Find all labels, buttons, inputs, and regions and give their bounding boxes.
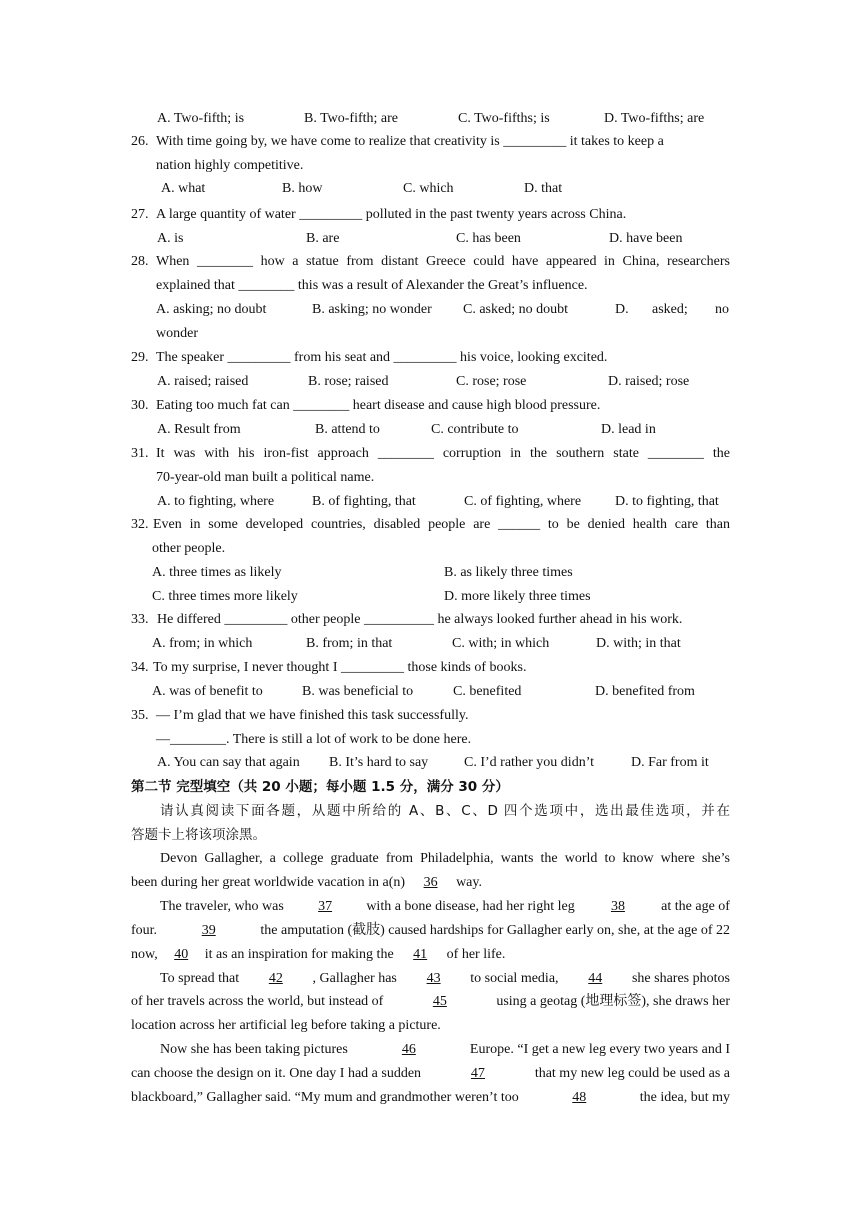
section-instruction-line1: 请认真阅读下面各题，从题中所给的 A、B、C、D 四个选项中，选出最佳选项，并在	[160, 803, 730, 819]
q30-option-a: A. Result from	[157, 422, 241, 437]
passage-p1-line2	[131, 874, 482, 892]
passage-p3-line1	[160, 970, 730, 988]
q28-option-d-wrap: wonder	[156, 326, 198, 341]
q33-option-c: C. with; in which	[452, 636, 550, 651]
q29-option-c: C. rose; rose	[456, 374, 527, 389]
q26-option-d: D. that	[524, 181, 563, 196]
q27-option-d: D. have been	[609, 231, 683, 246]
section-title: 第二节 完型填空（共 20 小题；每小题 1.5 分，满分 30 分）	[131, 779, 509, 795]
passage-text: the idea, but my	[639, 1090, 730, 1105]
passage-text: , Gallagher has	[312, 971, 397, 986]
passage-text: Europe. “I get a new leg every two years and I	[469, 1042, 730, 1057]
q32-option-a: A. three times as likely	[152, 565, 282, 580]
q32-option-b: B. as likely three times	[444, 565, 573, 580]
q28-number: 28.	[131, 254, 149, 269]
q30-number: 30.	[131, 398, 149, 413]
passage-p4-line2	[131, 1065, 730, 1083]
passage-text: with a bone disease, had her right leg	[366, 899, 575, 914]
q33-option-d: D. with; in that	[596, 636, 681, 651]
q29-option-b: B. rose; raised	[308, 374, 389, 389]
blank-42: 42	[268, 971, 283, 986]
passage-text: that my new leg could be used as a	[534, 1066, 730, 1081]
passage-p2-line2	[131, 922, 730, 940]
q32-stem-line1: Even in some developed countries, disabled people are ______ to be denied health care than	[153, 517, 730, 532]
passage-text: at the age of	[661, 899, 730, 914]
q30-option-c: C. contribute to	[431, 422, 519, 437]
q34-stem: To my surprise, I never thought I _________ those kinds of books.	[153, 660, 527, 675]
q26-number: 26.	[131, 134, 149, 149]
passage-text: been during her great worldwide vacation in a(n)	[131, 875, 409, 890]
passage-text: way.	[456, 875, 482, 890]
q30-option-b: B. attend to	[315, 422, 380, 437]
passage-text: To spread that	[160, 971, 240, 986]
q34-option-c: C. benefited	[453, 684, 522, 699]
q26-stem-line2: nation highly competitive.	[156, 158, 304, 173]
q31-option-a: A. to fighting, where	[157, 494, 275, 509]
q26-option-a: A. what	[161, 181, 206, 196]
q35-dialog-line1: — I’m glad that we have finished this task successfully.	[156, 708, 469, 723]
passage-text: can choose the design on it. One day I had a sudden	[131, 1066, 422, 1081]
blank-44: 44	[588, 971, 603, 986]
blank-45: 45	[432, 994, 447, 1009]
blank-41: 41	[413, 947, 428, 962]
q33-option-b: B. from; in that	[306, 636, 393, 651]
q35-dialog-line2: —________. There is still a lot of work to be done here.	[156, 732, 472, 747]
q27-option-a: A. is	[157, 231, 184, 246]
q25-option-d: D. Two-fifths; are	[604, 111, 705, 126]
blank-36: 36	[423, 875, 438, 890]
q25-option-a: A. Two-fifth; is	[157, 111, 245, 126]
q28-option-c: C. asked; no doubt	[463, 302, 568, 317]
q27-number: 27.	[131, 207, 149, 222]
q32-number: 32.	[131, 517, 149, 532]
q25-option-b: B. Two-fifth; are	[304, 111, 399, 126]
q34-number: 34.	[131, 660, 149, 675]
q34-option-a: A. was of benefit to	[152, 684, 263, 699]
section-instruction-line2: 答题卡上将该项涂黑。	[131, 827, 266, 843]
passage-p2-line1	[160, 898, 730, 916]
q32-option-d: D. more likely three times	[444, 589, 591, 604]
q35-option-a: A. You can say that again	[157, 755, 300, 770]
passage-text: using a geotag (地理标签), she draws her	[496, 994, 730, 1009]
passage-text: she shares photos	[631, 971, 730, 986]
q27-option-b: B. are	[306, 231, 340, 246]
q26-stem-line1: With time going by, we have come to realize that creativity is _________ it takes to keep a	[156, 134, 664, 149]
blank-43: 43	[426, 971, 441, 986]
passage-p3-line2	[131, 993, 730, 1011]
q29-stem: The speaker _________ from his seat and _________ his voice, looking excited.	[156, 350, 608, 365]
q31-option-c: C. of fighting, where	[464, 494, 582, 509]
blank-40: 40	[174, 947, 189, 962]
q29-option-d: D. raised; rose	[608, 374, 690, 389]
q28-option-b: B. asking; no wonder	[312, 302, 432, 317]
blank-37: 37	[318, 899, 333, 914]
q28-option-a: A. asking; no doubt	[156, 302, 267, 317]
q33-number: 33.	[131, 612, 149, 627]
q28-stem-line2: explained that ________ this was a result of Alexander the Great’s influence.	[156, 278, 588, 293]
blank-48: 48	[572, 1090, 587, 1105]
blank-46: 46	[401, 1042, 416, 1057]
q29-option-a: A. raised; raised	[157, 374, 249, 389]
passage-text: blackboard,” Gallagher said. “My mum and grandmother weren’t too	[131, 1090, 519, 1105]
q29-number: 29.	[131, 350, 149, 365]
q30-stem: Eating too much fat can ________ heart disease and cause high blood pressure.	[156, 398, 601, 413]
q28-option-d-letter: D.	[615, 302, 629, 317]
passage-text: of her travels across the world, but instead of	[131, 994, 384, 1009]
passage-text: Now she has been taking pictures	[160, 1042, 348, 1057]
q31-option-d: D. to fighting, that	[615, 494, 719, 509]
passage-p1-line1: Devon Gallagher, a college graduate from Philadelphia, wants the world to know where she’s	[160, 851, 730, 866]
blank-47: 47	[470, 1066, 485, 1081]
q32-stem-line2: other people.	[152, 541, 226, 556]
q30-option-d: D. lead in	[601, 422, 656, 437]
q33-option-a: A. from; in which	[152, 636, 253, 651]
passage-text: The traveler, who was	[160, 899, 284, 914]
q33-stem: He differed _________ other people __________ he always looked further ahead in his work.	[157, 612, 683, 627]
q34-option-d: D. benefited from	[595, 684, 695, 699]
q28-option-d-text: asked;	[652, 302, 688, 317]
passage-text: the amputation (截肢) caused hardships for Gallagher early on, she, at the age of 22	[260, 923, 730, 938]
blank-38: 38	[610, 899, 625, 914]
q28-option-d-text2: no	[715, 302, 729, 317]
q31-number: 31.	[131, 446, 149, 461]
passage-text: to social media,	[470, 971, 559, 986]
q26-option-b: B. how	[282, 181, 323, 196]
passage-p4-line1	[160, 1041, 730, 1059]
q35-number: 35.	[131, 708, 149, 723]
q34-option-b: B. was beneficial to	[302, 684, 414, 699]
q35-option-c: C. I’d rather you didn’t	[464, 755, 594, 770]
q35-option-b: B. It’s hard to say	[329, 755, 429, 770]
q25-option-c: C. Two-fifths; is	[458, 111, 550, 126]
passage-text: four.	[131, 923, 158, 938]
q32-option-c: C. three times more likely	[152, 589, 298, 604]
q31-stem-line1: It was with his iron-fist approach ________ corruption in the southern state ________ the	[156, 446, 730, 461]
q26-option-c: C. which	[403, 181, 454, 196]
passage-p2-line3	[131, 946, 505, 964]
passage-text: of her life.	[446, 947, 506, 962]
blank-39: 39	[201, 923, 216, 938]
passage-p3-line3: location across her artificial leg before taking a picture.	[131, 1018, 441, 1033]
q27-option-c: C. has been	[456, 231, 521, 246]
q28-stem-line1: When ________ how a statue from distant Greece could have appeared in China, researchers	[156, 254, 730, 269]
passage-text: it as an inspiration for making the	[204, 947, 398, 962]
q31-option-b: B. of fighting, that	[312, 494, 416, 509]
q31-stem-line2: 70-year-old man built a political name.	[156, 470, 375, 485]
q35-option-d: D. Far from it	[631, 755, 709, 770]
passage-p4-line3	[131, 1089, 730, 1107]
q27-stem: A large quantity of water _________ polluted in the past twenty years across China.	[156, 207, 627, 222]
passage-text: now,	[131, 947, 162, 962]
